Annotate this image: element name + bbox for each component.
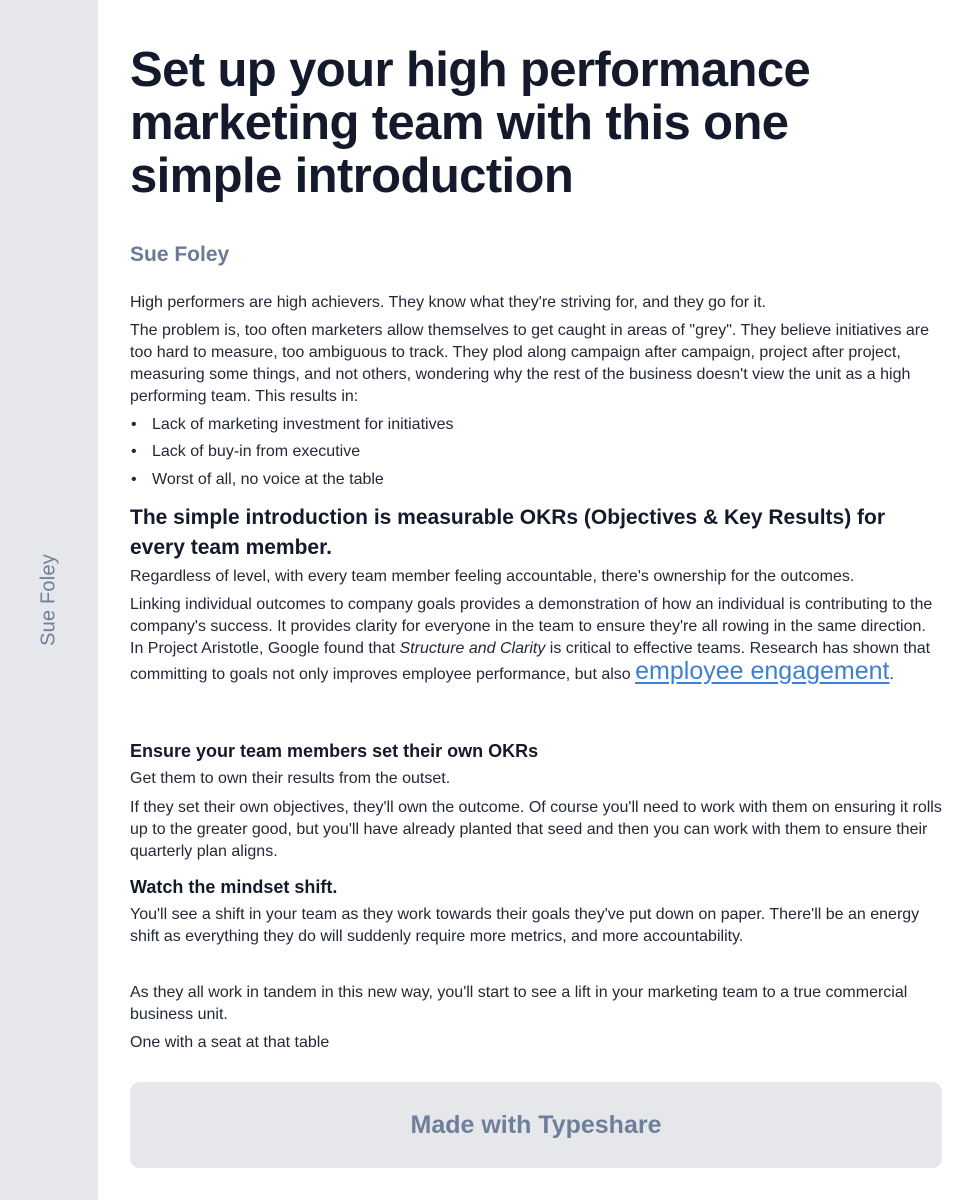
paragraph-linking: Linking individual outcomes to company goals provides a demonstration of how an individual is contributing to the company's success. It provides clarity for everyone in the team to ensure they're all rowing in the same direction. In Project Aristotle, Google found that Structure and Clarity is critical to effective teams. Research has shown that committing to goals not only improves employee performance, but also employee engagement. [130, 596, 933, 685]
article-author: Sue Foley [130, 243, 230, 266]
heading-okrs: The simple introduction is measurable OKRs (Objectives & Key Results) for every team member. [130, 506, 886, 559]
heading-ensure: Ensure your team members set their own OKRs [130, 741, 539, 761]
article-title: Set up your high performance marketing team with this one simple introduction [130, 43, 811, 203]
made-with-typeshare-badge[interactable] [130, 1082, 942, 1168]
bullet-icon: • [131, 443, 137, 460]
paragraph-intro: High performers are high achievers. They know what they're striving for, and they go for it. [130, 294, 766, 311]
bullet-icon: • [131, 471, 137, 488]
bullet-icon: • [131, 416, 137, 433]
paragraph-own-objectives: If they set their own objectives, they'll own the outcome. Of course you'll need to work with them on ensuring it rolls up to the greater good, but you'll have already planted that seed and then you can work with them to ensure their quarterly plan aligns. [130, 799, 942, 860]
sidebar-author-name: Sue Foley [37, 554, 60, 646]
heading-mindset: Watch the mindset shift. [130, 877, 338, 897]
employee-engagement-link[interactable]: employee engagement [635, 657, 890, 685]
sidebar [0, 0, 98, 1200]
footer-label: Made with Typeshare [410, 1110, 662, 1139]
paragraph-ownership: Regardless of level, with every team member feeling accountable, there's ownership for the outcomes. [130, 568, 855, 585]
paragraph-tandem: As they all work in tandem in this new way, you'll start to see a lift in your marketing team to a true commercial business unit. [130, 984, 908, 1023]
paragraph-own-results: Get them to own their results from the outset. [130, 770, 451, 787]
paragraph-closing: One with a seat at that table [130, 1034, 330, 1051]
paragraph-problem: The problem is, too often marketers allow themselves to get caught in areas of "grey". They believe initiatives are too hard to measure, too ambiguous to track. They plod along campaign after campaign, project after project, measuring some things, and not others, wondering why the rest of the business doesn't view the unit as a high performing team. This results in: [130, 322, 930, 405]
paragraph-shift: You'll see a shift in your team as they work towards their goals they've put down on paper. There'll be an energy shift as everything they do will suddenly require more metrics, and more accountability. [130, 906, 920, 945]
italic-phrase: Structure and Clarity [399, 640, 546, 657]
